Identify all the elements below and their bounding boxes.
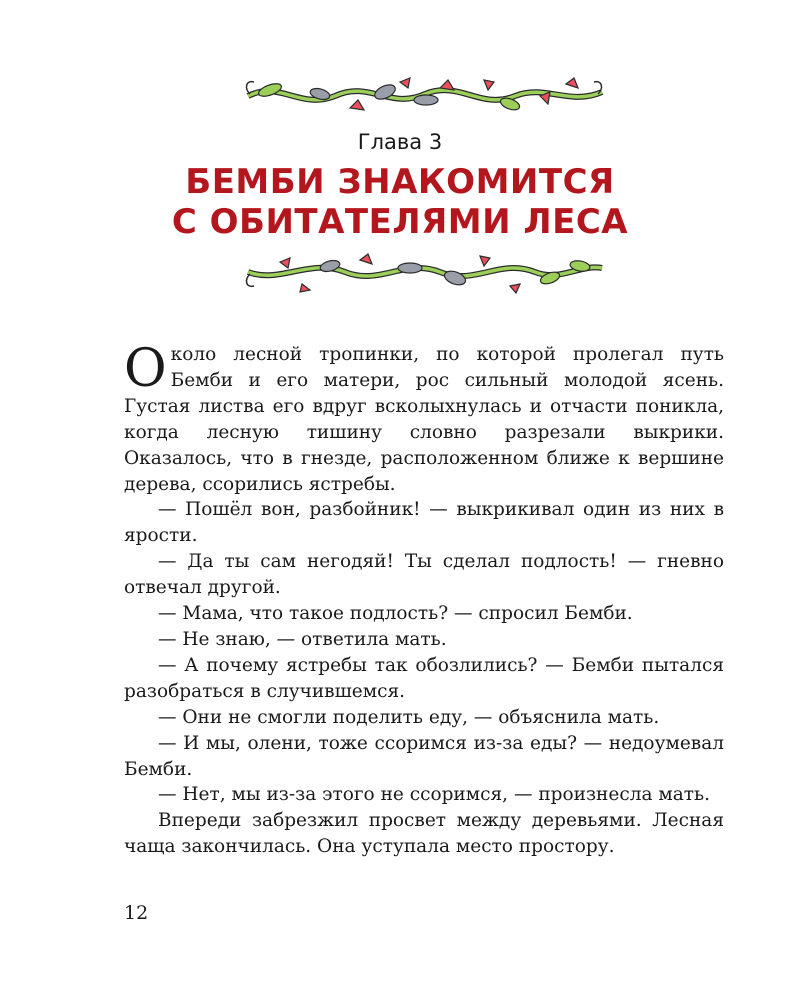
paragraph-10: Впереди забрезжил просвет между деревьями. Лесная чаща закончилась. Она уступала место простору. xyxy=(124,810,724,858)
paragraph-2: — Пошёл вон, разбойник! — выкрикивал один из них в ярости. xyxy=(124,499,724,547)
page-number: 12 xyxy=(124,902,149,924)
paragraph-8: — И мы, олени, тоже ссоримся из-за еды? — недоумевал Бемби. xyxy=(124,732,724,780)
paragraph-1 xyxy=(124,339,724,497)
paragraph-9: — Нет, мы из-за этого не ссоримся, — произнесла мать. xyxy=(158,784,710,806)
paragraph-4: — Мама, что такое подлость? — спросил Бемби. xyxy=(158,603,633,625)
chapter-text xyxy=(124,339,724,860)
paragraph-1-text: коло лесной тропинки, по которой пролегал путь Бемби и его матери, рос сильный молодой ясень. Густая листва его вдруг всколыхнулась и отчасти поникла, когда лесную тишину словно разрезали выкрики. Оказалось, что в гнезде, расположенном ближе к вершине дерева, ссорились ястребы. xyxy=(124,344,724,495)
chapter-title-line-1: БЕМБИ ЗНАКОМИТСЯ xyxy=(185,162,615,202)
top-vine-ornament xyxy=(240,70,608,120)
chapter-label: Глава 3 xyxy=(357,130,443,154)
paragraph-5: — Не знаю, — ответила мать. xyxy=(158,628,447,650)
chapter-title-line-2: С ОБИТАТЕЛЯМИ ЛЕСА xyxy=(171,202,629,242)
bottom-vine-ornament xyxy=(240,248,608,298)
paragraph-3: — Да ты сам негодяй! Ты сделал подлость! — гневно отвечал другой. xyxy=(124,551,724,599)
paragraph-7: — Они не смогли поделить еду, — объяснила мать. xyxy=(158,706,660,728)
chapter-title xyxy=(0,162,800,242)
paragraph-6: — А почему ястребы так обозлились? — Бемби пытался разобраться в случившемся. xyxy=(124,654,724,702)
drop-cap: О xyxy=(124,339,167,399)
